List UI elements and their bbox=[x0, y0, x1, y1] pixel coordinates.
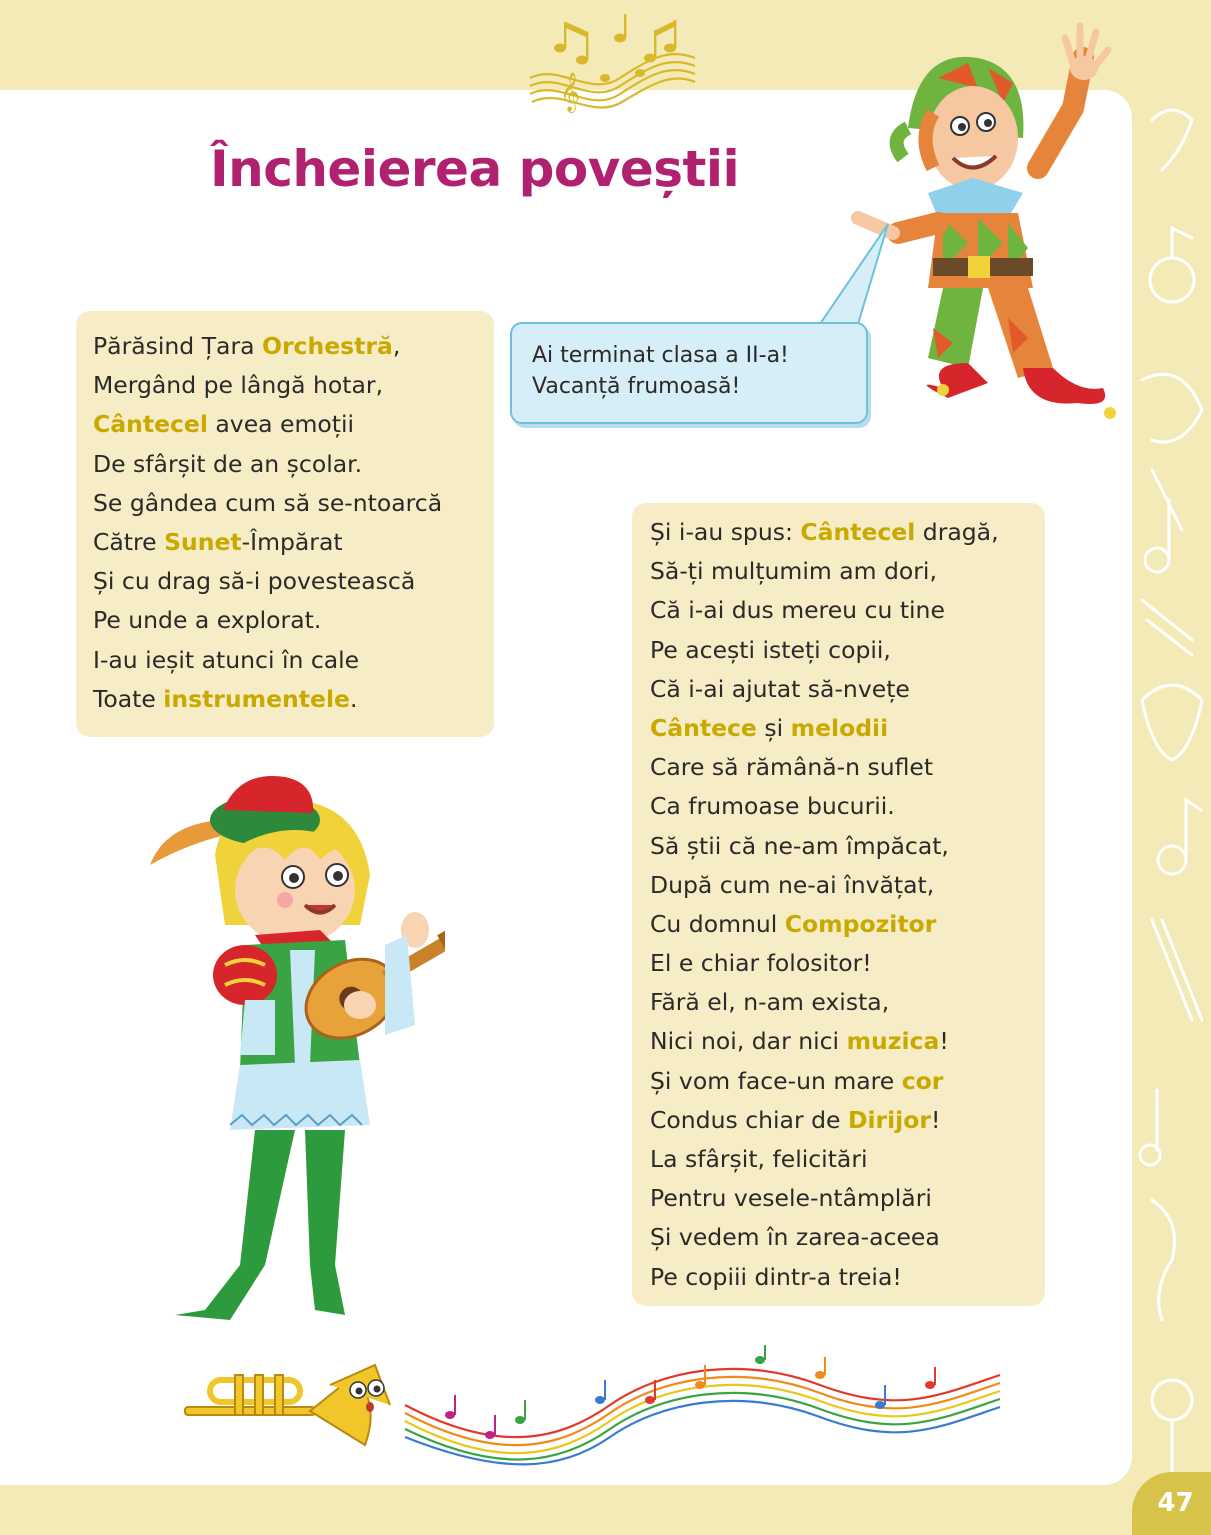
highlighted-word: melodii bbox=[790, 713, 889, 742]
poem-text: Mergând pe lângă hotar, bbox=[93, 371, 384, 400]
trumpet-staff-illustration bbox=[180, 1345, 1010, 1475]
poem-line bbox=[650, 787, 1045, 826]
poem-line bbox=[93, 484, 494, 523]
poem-text: I-au ieșit atunci în cale bbox=[93, 645, 360, 674]
poem-line bbox=[650, 1062, 1045, 1101]
poem-text: Cu domnul bbox=[650, 909, 785, 938]
poem-line bbox=[650, 1140, 1045, 1179]
highlighted-word: Cântece bbox=[650, 713, 757, 742]
poem-text: Că i-ai ajutat să-nvețe bbox=[650, 674, 910, 703]
poem-line bbox=[650, 1101, 1045, 1140]
poem-text: -Împărat bbox=[241, 527, 343, 556]
highlighted-word: Dirijor bbox=[847, 1105, 931, 1134]
poem-line bbox=[93, 523, 494, 562]
poem-line bbox=[93, 366, 494, 405]
poem-line bbox=[650, 983, 1045, 1022]
poem-line bbox=[93, 601, 494, 640]
speech-bubble bbox=[510, 322, 868, 424]
poem-line bbox=[650, 866, 1045, 905]
poem-line bbox=[650, 1022, 1045, 1061]
bubble-line-1: Ai terminat clasa a II-a! bbox=[532, 343, 789, 368]
poem-text: Că i-ai dus mereu cu tine bbox=[650, 596, 945, 625]
poem-line bbox=[650, 631, 1045, 670]
poem-text: Nici noi, dar nici bbox=[650, 1027, 847, 1056]
poem-line bbox=[650, 552, 1045, 591]
poem-line bbox=[650, 1258, 1045, 1297]
poem-text: Și i-au spus: bbox=[650, 518, 801, 546]
poem-line bbox=[650, 748, 1045, 787]
poem-text: Și vom face-un mare bbox=[650, 1066, 902, 1095]
poem-line bbox=[650, 1218, 1045, 1257]
poem-text: dragă, bbox=[915, 518, 999, 546]
poem-text: ! bbox=[939, 1027, 949, 1056]
poem-text: Care să rămână-n suflet bbox=[650, 753, 934, 782]
poem-text: , bbox=[392, 332, 401, 360]
poem-text: Se gândea cum să se-ntoarcă bbox=[93, 488, 443, 517]
poem-text: De sfârșit de an școlar. bbox=[93, 449, 363, 478]
poem-line bbox=[93, 327, 494, 366]
highlighted-word: Orchestră bbox=[261, 332, 393, 360]
poem-text: Și vedem în zarea-aceea bbox=[650, 1223, 940, 1252]
left-poem-box bbox=[76, 311, 494, 737]
poem-line bbox=[650, 944, 1045, 983]
poem-text: Să știi că ne-am împăcat, bbox=[650, 831, 949, 860]
right-poem-lines bbox=[632, 503, 1045, 1297]
highlighted-word: Sunet bbox=[164, 527, 242, 556]
poem-text: ! bbox=[930, 1105, 941, 1134]
highlighted-word: Compozitor bbox=[784, 909, 937, 938]
highlighted-word: Cântecel bbox=[93, 410, 208, 439]
poem-line bbox=[93, 445, 494, 484]
poem-line bbox=[650, 1179, 1045, 1218]
poem-text: Și cu drag să-i povestească bbox=[93, 567, 416, 596]
poem-text: După cum ne-ai învățat, bbox=[650, 870, 935, 899]
poem-line bbox=[93, 405, 494, 444]
right-poem-box bbox=[632, 503, 1045, 1306]
poem-line bbox=[93, 680, 494, 719]
poem-line bbox=[93, 562, 494, 601]
poem-text: Pe unde a explorat. bbox=[93, 606, 322, 635]
poem-text: Toate bbox=[93, 684, 164, 713]
poem-text: Pe copiii dintr-a treia! bbox=[650, 1262, 902, 1291]
svg-text:𝄞: 𝄞 bbox=[560, 72, 581, 112]
poem-text: avea emoții bbox=[207, 410, 355, 439]
poem-text: Pentru vesele-ntâmplări bbox=[650, 1184, 932, 1213]
highlighted-word: muzica bbox=[846, 1027, 940, 1056]
music-notes-icon bbox=[520, 8, 700, 113]
left-poem-lines bbox=[76, 311, 494, 719]
poem-text: Condus chiar de bbox=[650, 1105, 848, 1134]
bubble-line-2: Vacanță frumoasă! bbox=[532, 374, 741, 399]
highlighted-word: cor bbox=[901, 1066, 944, 1095]
poem-line bbox=[650, 905, 1045, 944]
highlighted-word: Cântecel bbox=[800, 518, 916, 546]
poem-text: Ca frumoase bucurii. bbox=[650, 792, 895, 821]
bubble-tail bbox=[810, 220, 920, 330]
poem-line bbox=[93, 641, 494, 680]
poem-line bbox=[650, 709, 1045, 748]
poem-line bbox=[650, 670, 1045, 709]
poem-text: Pe acești isteți copii, bbox=[650, 635, 891, 664]
poem-text: La sfârșit, felicitări bbox=[650, 1145, 868, 1173]
highlighted-word: instrumentele bbox=[163, 684, 350, 713]
poem-text: Părăsind Țara bbox=[93, 332, 262, 360]
poem-line bbox=[650, 591, 1045, 630]
poem-text: și bbox=[756, 713, 791, 742]
side-music-doodles bbox=[1132, 0, 1211, 1535]
minstrel-lute-illustration bbox=[145, 765, 445, 1325]
page-title: Încheierea poveștii bbox=[210, 140, 740, 198]
poem-text: Către bbox=[93, 527, 165, 556]
poem-text: El e chiar folositor! bbox=[650, 949, 872, 978]
poem-line bbox=[650, 513, 1045, 552]
poem-text: . bbox=[349, 684, 358, 713]
poem-text: Fără el, n-am exista, bbox=[650, 988, 890, 1017]
poem-text: Să-ți mulțumim am dori, bbox=[650, 557, 937, 586]
poem-line bbox=[650, 827, 1045, 866]
page-number: 47 bbox=[1132, 1472, 1211, 1535]
